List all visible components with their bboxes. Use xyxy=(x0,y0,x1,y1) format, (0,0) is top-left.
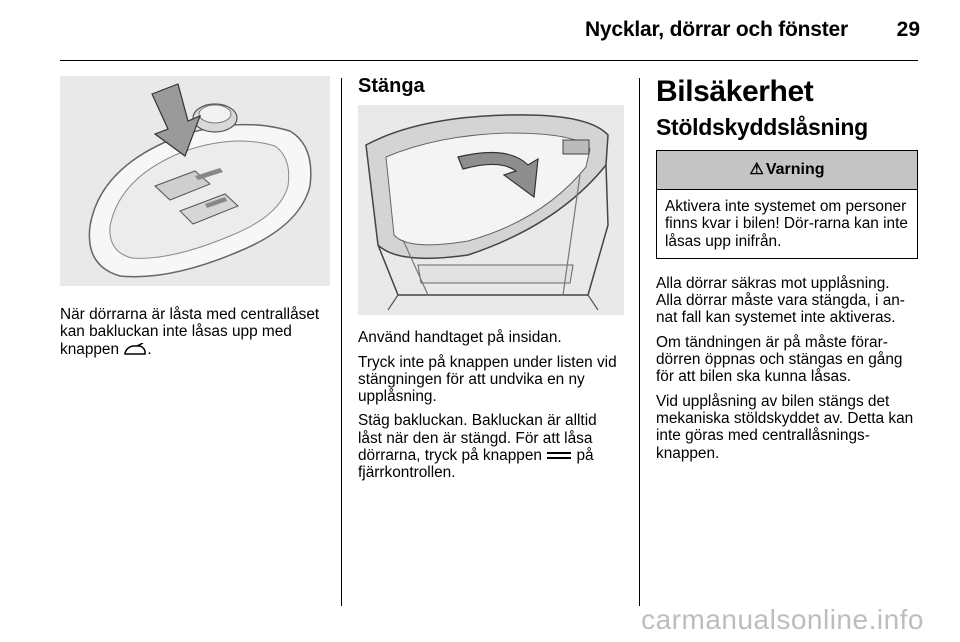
page-title: Nycklar, dörrar och fönster xyxy=(584,18,848,41)
col1-paragraph-end: . xyxy=(147,340,152,358)
col2-p2: Tryck inte på knappen under listen vid stängningen för att undvika en ny upplåsning. xyxy=(358,353,617,406)
col2-p1: Använd handtaget på insidan. xyxy=(358,329,562,347)
column-divider-2 xyxy=(639,78,640,606)
col3-p1: Alla dörrar säkras mot upplåsning. Alla dörrar måste vara stängda, i an-nat fall kan systemet inte aktiveras. xyxy=(656,274,905,327)
column-1 xyxy=(60,76,330,365)
column-2 xyxy=(358,76,624,489)
col1-paragraph-text: När dörrarna är låsta med centrallåset kan bakluckan inte låsas upp med knappen xyxy=(60,306,320,358)
page-number: 29 xyxy=(896,18,920,41)
warning-box xyxy=(656,150,918,259)
warning-text: Aktivera inte systemet om personer finns kvar i bilen! Dör-rarna kan inte låsas upp inifrån. xyxy=(665,198,908,250)
key-fob-drawing xyxy=(60,76,330,286)
column-divider-1 xyxy=(341,78,342,606)
col3-p3: Vid upplåsning av bilen stängs det mekaniska stöldskyddet av. Detta kan inte göras med centrallåsnings-knappen. xyxy=(656,392,914,462)
key-fob-illustration xyxy=(60,76,330,286)
tailgate-drawing xyxy=(358,105,624,315)
col2-p3 xyxy=(358,412,624,481)
col2-p3-end: på fjärrkontrollen. xyxy=(358,447,594,482)
col1-paragraph xyxy=(60,306,330,358)
watermark: carmanualsonline.info xyxy=(641,604,924,635)
column-3 xyxy=(656,76,918,469)
col2-p3-start: Stäg bakluckan. Bakluckan är alltid låst när den är stängd. För att låsa dörrarna, tryck på knappen xyxy=(358,412,597,465)
section-heading-stanga: Stänga xyxy=(358,75,425,97)
sub-heading: Stöldskyddslåsning xyxy=(656,114,868,140)
header-divider xyxy=(60,60,918,61)
trunk-release-icon xyxy=(123,343,147,357)
tailgate-illustration xyxy=(358,105,624,315)
col3-p2: Om tändningen är på måste förar-dörren öppnas och stängas en gång för att bilen ska kunna låsas. xyxy=(656,333,903,386)
page-header xyxy=(0,0,960,62)
lock-button-icon xyxy=(546,451,572,461)
chapter-heading: Bilsäkerhet xyxy=(656,75,814,108)
warning-triangle-icon: ⚠ xyxy=(749,161,764,179)
warning-header xyxy=(657,151,917,190)
warning-label: Varning xyxy=(765,161,825,179)
